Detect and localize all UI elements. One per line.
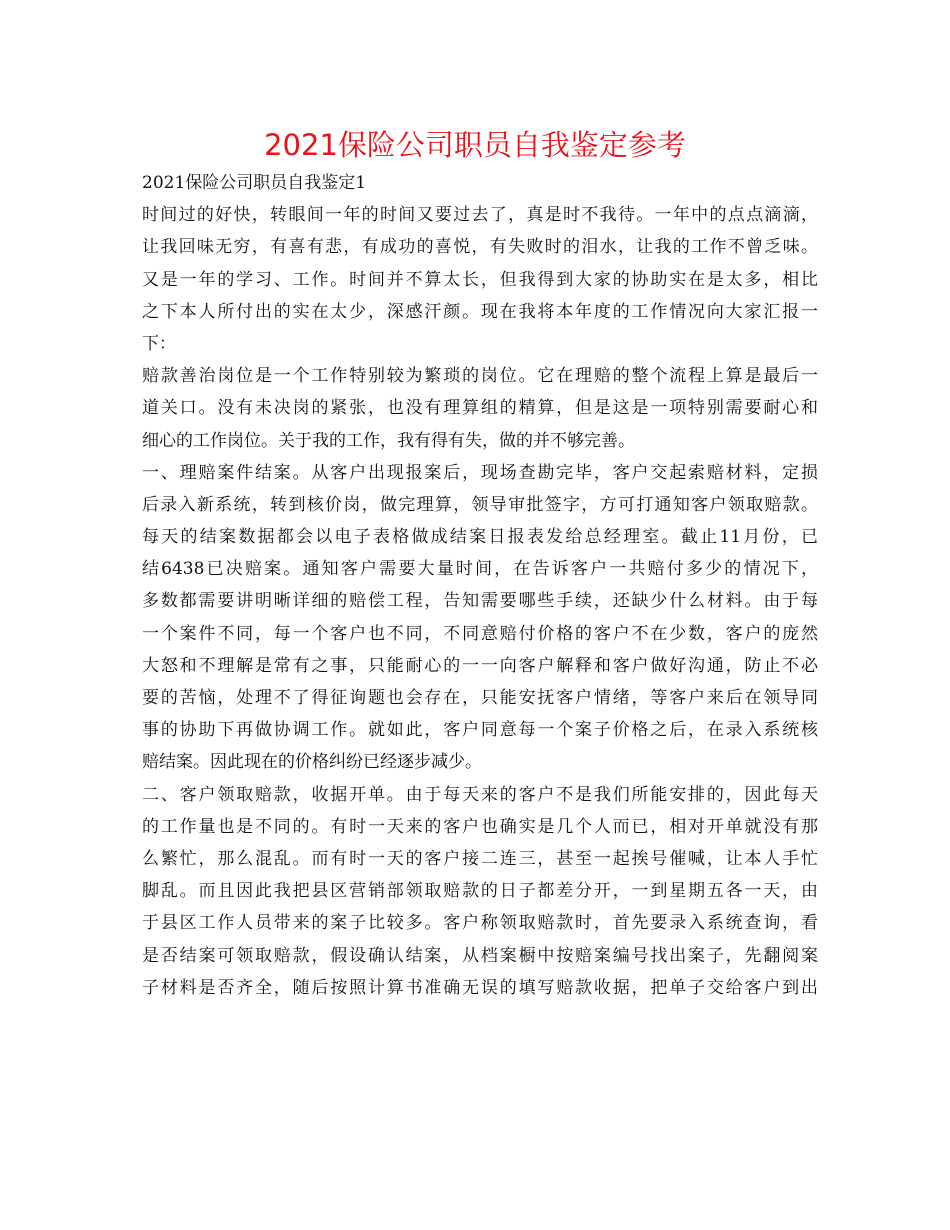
text-line: 细心的工作岗位。关于我的工作，我有得有失，做的并不够完善。: [142, 430, 635, 451]
text-line: 每天的结案数据都会以电子表格做成结案日报表发给总经理室。截止11月份，已: [142, 527, 818, 548]
text-line: 下：: [142, 333, 176, 354]
text-line: 赔款善治岗位是一个工作特别较为繁琐的岗位。它在理赔的整个流程上算是最后一: [142, 366, 818, 387]
document-body: [142, 167, 818, 1004]
text-line: 子材料是否齐全，随后按照计算书准确无误的填写赔款收据，把单子交给客户到出: [142, 977, 818, 998]
text-line: 让我回味无穷，有喜有悲，有成功的喜悦，有失败时的泪水，让我的工作不曾乏味。: [142, 237, 818, 258]
text-line: 大怒和不理解是常有之事，只能耐心的一一向客户解释和客户做好沟通，防止不必: [142, 655, 818, 676]
text-line: 时间过的好快，转眼间一年的时间又要过去了，真是时不我待。一年中的点点滴滴，: [142, 205, 818, 226]
text-line: 脚乱。而且因此我把县区营销部领取赔款的日子都差分开，一到星期五各一天，由: [142, 881, 818, 902]
text-line: 2021保险公司职员自我鉴定1: [142, 173, 367, 193]
text-line: 要的苦恼，处理不了得征询题也会存在，只能安抚客户情绪，等客户来后在领导同: [142, 688, 818, 708]
text-line: 后录入新系统，转到核价岗，做完理算，领导审批签字，方可打通知客户领取赔款。: [142, 494, 818, 515]
text-line: 多数都需要讲明晰详细的赔偿工程，告知需要哪些手续，还缺少什么材料。由于每: [142, 591, 818, 612]
text-line: 之下本人所付出的实在太少，深感汗颜。现在我将本年度的工作情况向大家汇报一: [142, 301, 818, 322]
text-line: 的工作量也是不同的。有时一天来的客户也确实是几个人而已，相对开单就没有那: [142, 816, 818, 837]
text-line: 赔结案。因此现在的价格纠纷已经逐步减少。: [142, 752, 482, 773]
document-title: 2021保险公司职员自我鉴定参考: [264, 128, 686, 162]
text-line: 于县区工作人员带来的案子比较多。客户称领取赔款时，首先要录入系统查询，看: [142, 913, 818, 934]
text-line: 事的协助下再做协调工作。就如此，客户同意每一个案子价格之后，在录入系统核: [142, 720, 818, 741]
text-line: 又是一年的学习、工作。时间并不算太长，但我得到大家的协助实在是太多，相比: [142, 269, 818, 290]
text-line: 结6438已决赔案。通知客户需要大量时间，在告诉客户一共赔付多少的情况下，: [142, 559, 818, 580]
text-line: 二、客户领取赔款，收据开单。由于每天来的客户不是我们所能安排的，因此每天: [142, 784, 818, 805]
text-line: 是否结案可领取赔款，假设确认结案，从档案橱中按赔案编号找出案子，先翻阅案: [142, 945, 818, 966]
text-line: 么繁忙，那么混乱。而有时一天的客户接二连三，甚至一起挨号催喊，让本人手忙: [142, 848, 818, 869]
text-line: 一、理赔案件结案。从客户出现报案后，现场查勘完毕，客户交起索赔材料，定损: [142, 462, 818, 483]
text-line: 一个案件不同，每一个客户也不同，不同意赔付价格的客户不在少数，客户的庞然: [142, 623, 818, 644]
text-line: 道关口。没有未决岗的紧张，也没有理算组的精算，但是这是一项特别需要耐心和: [142, 398, 818, 419]
